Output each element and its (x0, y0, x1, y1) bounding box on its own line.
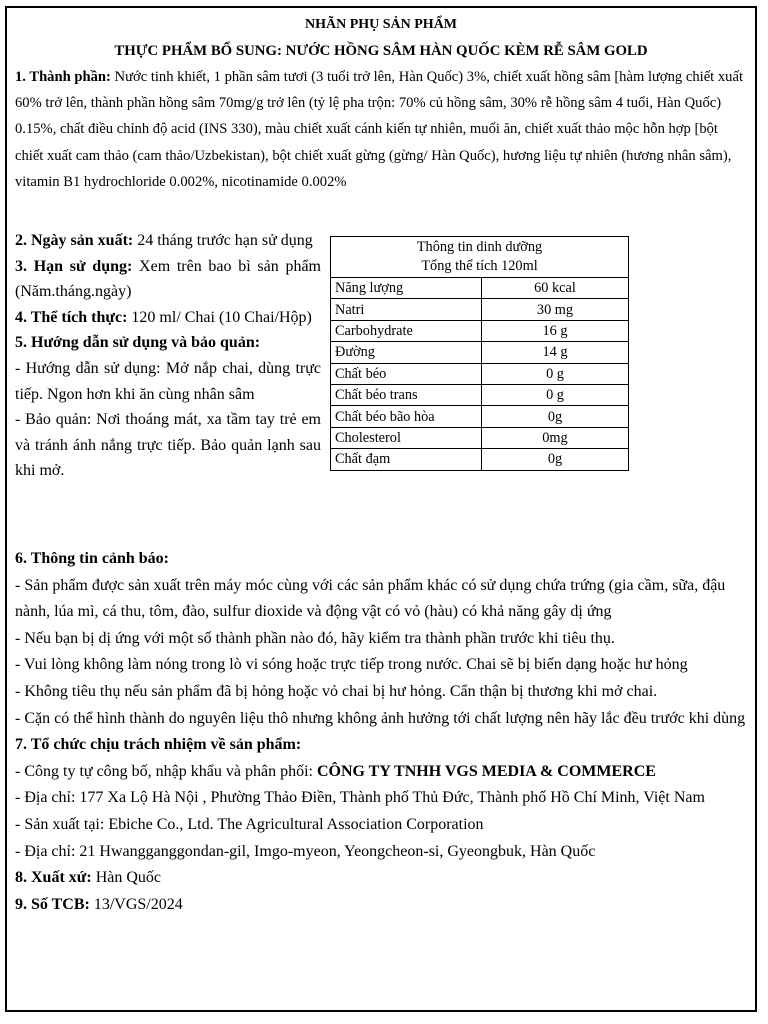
warning-item: - Sản phẩm được sản xuất trên máy móc cùng với các sản phẩm khác có sử dụng chứa trứng (gia cầm, sữa, đậu nành, lúa mì, cá thu, tôm, đào, sulfur dioxide và động vật có vỏ (hàu) có khả năng gây dị ứng (15, 576, 726, 621)
nutrient-value: 0mg (482, 427, 629, 448)
responsible-heading (15, 732, 749, 759)
bottom-section (15, 546, 749, 918)
expiry-date (15, 254, 321, 305)
usage-instructions: - Hướng dẫn sử dụng: Mở nắp chai, dùng trực tiếp. Ngon hơn khi ăn cùng nhân sâm (15, 359, 321, 403)
nutrition-row (331, 449, 629, 470)
nutrient-value: 60 kcal (482, 278, 629, 299)
nutrient-name: Natri (331, 299, 482, 320)
nutrient-value: 0g (482, 406, 629, 427)
nutrient-name: Carbohydrate (331, 320, 482, 341)
ingredients-section (15, 64, 747, 195)
nutrient-name: Chất béo bão hòa (331, 406, 482, 427)
company-name: CÔNG TY TNHH VGS MEDIA & COMMERCE (316, 762, 656, 780)
responsible-label: 7. Tổ chức chịu trách nhiệm về sản phẩm: (15, 736, 302, 754)
usage-label: 5. Hướng dẫn sử dụng và bảo quản: (15, 334, 261, 352)
production-date (15, 228, 321, 254)
nutrition-body (331, 278, 629, 471)
ingredients-text: Nước tinh khiết, 1 phần sâm tươi (3 tuổi trở lên, Hàn Quốc) 3%, chiết xuất hồng sâm [hàm lượng chiết xuất 60% trở lên, thành phần hồng sâm 70mg/g trở lên (tỷ lệ pha trộn: 70% củ hồng sâm, 30% rễ hồng sâm 4 tuổi, Hàn Quốc) 0.15%, chất điều chỉnh độ acid (INS 330), màu chiết xuất cánh kiến tự nhiên, muối ăn, chiết xuất thảo mộc hỗn hợp [bột chiết xuất cam thảo (cam thảo/Uzbekistan), bột chiết xuất gừng (gừng/ Hàn Quốc), hương liệu tự nhiên (hương nhân sâm), vitamin B1 hydrochloride 0.002%, nicotinamide 0.002% (15, 69, 744, 190)
company-address: - Địa chỉ: 177 Xa Lộ Hà Nội , Phường Thảo Điền, Thành phố Thủ Đức, Thành phố Hồ Chí Minh, Việt Nam (15, 789, 705, 807)
nutrient-value: 0 g (482, 384, 629, 405)
tcb-line (15, 892, 749, 919)
nutrition-row (331, 320, 629, 341)
label-heading: NHÃN PHỤ SẢN PHẨM (304, 17, 458, 32)
company-line (15, 759, 749, 786)
warning-item: - Không tiêu thụ nếu sản phẩm đã bị hỏng hoặc vỏ chai bị hư hỏng. Cẩn thận bị thương khi mở chai. (15, 682, 658, 700)
origin-label: 8. Xuất xứ: (15, 869, 92, 887)
nutrient-value: 30 mg (482, 299, 629, 320)
net-volume (15, 305, 321, 331)
warnings-label: 6. Thông tin cảnh báo: (15, 550, 169, 567)
volume-text: 120 ml/ Chai (10 Chai/Hộp) (127, 308, 312, 326)
warning-item: - Cặn có thể hình thành do nguyên liệu thô nhưng không ảnh hưởng tới chất lượng nên hãy lắc đều trước khi dùng (15, 709, 746, 727)
nutrient-name: Chất đạm (331, 449, 482, 470)
nutrient-value: 14 g (482, 342, 629, 363)
nutrition-title: Thông tin dinh dưỡng (416, 239, 543, 255)
nutrition-row (331, 427, 629, 448)
nutrition-header (331, 237, 629, 278)
manufacturer-line: - Sản xuất tại: Ebiche Co., Ltd. The Agricultural Association Corporation (15, 815, 484, 833)
nutrient-name: Cholesterol (331, 427, 482, 448)
nutrition-serving: Tổng thể tích 120ml (421, 258, 538, 274)
manufacturer-address: - Địa chỉ: 21 Hwangganggondan-gil, Imgo-myeon, Yeongcheon-si, Gyeongbuk, Hàn Quốc (15, 842, 596, 860)
nutrition-row (331, 384, 629, 405)
warnings-heading (15, 546, 749, 573)
warning-item: - Vui lòng không làm nóng trong lò vi sóng hoặc trực tiếp trong nước. Chai sẽ bị biến dạng hoặc hư hỏng (15, 656, 688, 674)
nutrition-row (331, 299, 629, 320)
ingredients-label: 1. Thành phần: (15, 69, 111, 85)
nutrient-value: 16 g (482, 320, 629, 341)
nutrient-name: Chất béo trans (331, 384, 482, 405)
origin-text: Hàn Quốc (91, 869, 162, 887)
nutrient-name: Năng lượng (331, 278, 482, 299)
tcb-text: 13/VGS/2024 (89, 895, 183, 913)
origin-line (15, 865, 749, 892)
product-title: THỰC PHẨM BỔ SUNG: NƯỚC HỒNG SÂM HÀN QUỐC KÈM RỄ SÂM GOLD (114, 43, 648, 59)
volume-label: 4. Thể tích thực: (15, 308, 128, 326)
usage-heading (15, 330, 321, 356)
nutrient-name: Chất béo (331, 363, 482, 384)
nutrient-value: 0 g (482, 363, 629, 384)
nutrient-name: Đường (331, 342, 482, 363)
nutrition-row (331, 342, 629, 363)
tcb-label: 9. Số TCB: (15, 895, 90, 913)
label-frame (5, 6, 757, 1012)
expiry-label: 3. Hạn sử dụng: (15, 257, 133, 275)
nutrition-row (331, 278, 629, 299)
storage-instructions: - Bảo quản: Nơi thoáng mát, xa tầm tay trẻ em và tránh ánh nắng trực tiếp. Bảo quản lạnh sau khi mở. (15, 411, 321, 480)
nutrition-row (331, 406, 629, 427)
left-column (15, 228, 321, 484)
label-content (15, 8, 747, 195)
nutrition-row (331, 363, 629, 384)
nutrition-header-row (331, 237, 629, 278)
nutrition-table (330, 236, 629, 471)
company-prefix: - Công ty tự công bố, nhập khẩu và phân phối: (15, 762, 317, 780)
production-date-text: 24 tháng trước hạn sử dụng (133, 232, 313, 249)
nutrient-value: 0g (482, 449, 629, 470)
expiry-text: Xem trên bao bì sản phẩm (Năm.tháng.ngày) (15, 257, 321, 301)
warning-item: - Nếu bạn bị dị ứng với một số thành phần nào đó, hãy kiểm tra thành phần trước khi tiêu thụ. (15, 629, 615, 647)
production-date-label: 2. Ngày sản xuất: (15, 232, 134, 249)
